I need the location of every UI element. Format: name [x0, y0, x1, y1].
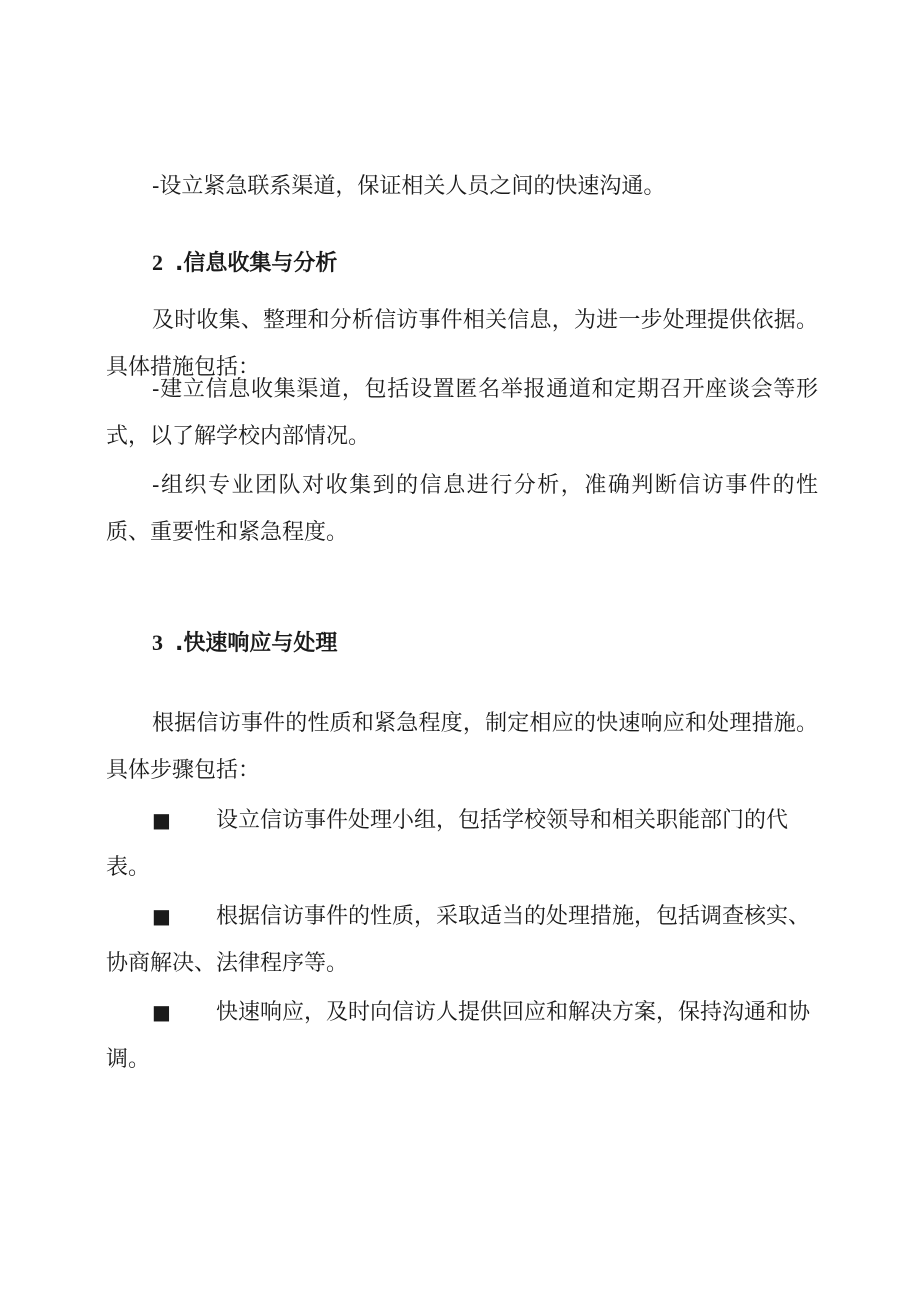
- section-heading-2: [152, 248, 337, 279]
- bullet-text: 快速响应，及时向信访人提供回应和解决方案，保持沟通和协调。: [106, 1000, 811, 1072]
- paragraph-info-analysis: -组织专业团队对收集到的信息进行分析，准确判断信访事件的性质、重要性和紧急程度。: [106, 473, 818, 545]
- square-bullet-icon: ■: [152, 904, 171, 928]
- paragraph-info-channel: -建立信息收集渠道，包括设置匿名举报通道和定期召开座谈会等形式，以了解学校内部情况。: [106, 377, 818, 449]
- bullet-item-1: [106, 797, 818, 891]
- section-number: 2: [152, 250, 163, 275]
- section-heading-3: [152, 628, 337, 659]
- section-title: .快速响应与处理: [175, 631, 338, 656]
- bullet-item-2: [106, 893, 818, 987]
- bullet-text: 设立信访事件处理小组，包括学校领导和相关职能部门的代表。: [106, 808, 789, 880]
- paragraph-info-collection-intro: 及时收集、整理和分析信访事件相关信息，为进一步处理提供依据。具体措施包括：: [106, 308, 818, 380]
- square-bullet-icon: ■: [152, 1000, 171, 1024]
- paragraph-response-intro: 根据信访事件的性质和紧急程度，制定相应的快速响应和处理措施。具体步骤包括：: [106, 711, 818, 783]
- square-bullet-icon: ■: [152, 808, 171, 832]
- bullet-text: 根据信访事件的性质，采取适当的处理措施，包括调查核实、协商解决、法律程序等。: [106, 904, 811, 976]
- section-number: 3: [152, 630, 163, 655]
- paragraph-emergency-contact: -设立紧急联系渠道，保证相关人员之间的快速沟通。: [152, 174, 666, 199]
- section-title: .信息收集与分析: [175, 251, 338, 276]
- bullet-item-3: [106, 989, 818, 1083]
